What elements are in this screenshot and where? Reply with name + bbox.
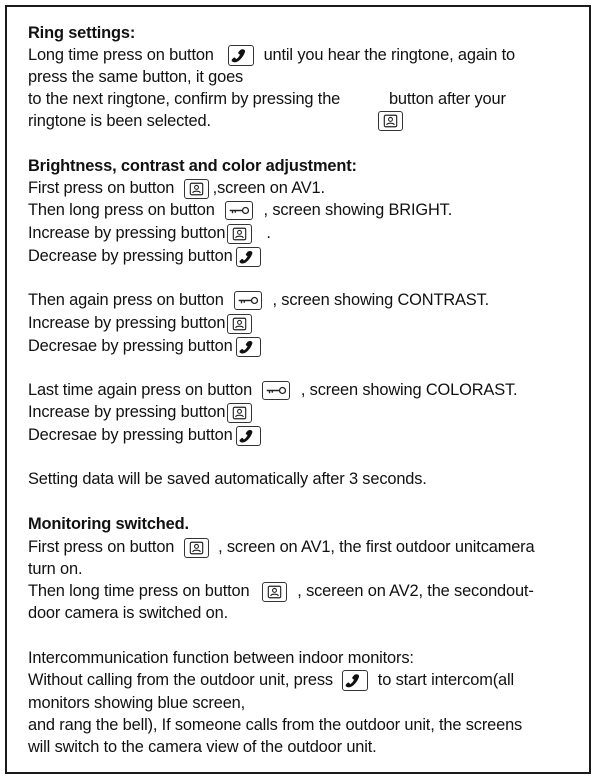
key-icon xyxy=(225,201,253,220)
contrast-text: Decresae by pressing button xyxy=(28,337,233,355)
monitor-icon xyxy=(262,582,287,602)
contrast-line-2 xyxy=(28,312,252,334)
color-text: Increase by pressing button xyxy=(28,403,226,421)
brightness-text: Then long press on button xyxy=(28,201,215,219)
monitoring-text: First press on button xyxy=(28,538,175,556)
contrast-line-1 xyxy=(28,289,489,311)
color-line-1 xyxy=(28,379,517,401)
monitoring-text: door camera is switched on. xyxy=(28,604,229,622)
ring-text: to the next ringtone, confirm by pressing the xyxy=(28,90,341,108)
ring-text: button after your xyxy=(388,90,506,108)
brightness-heading: Brightness, contrast and color adjustment: xyxy=(28,157,357,175)
monitoring-text: Then long time press on button xyxy=(28,582,250,600)
brightness-line-2 xyxy=(28,199,452,221)
phone-icon xyxy=(236,337,261,357)
monitor-icon xyxy=(378,111,403,131)
color-line-2 xyxy=(28,401,252,423)
brightness-line-1 xyxy=(28,177,325,199)
ring-text: until you hear the ringtone, again to xyxy=(263,46,516,64)
intercom-text: monitors showing blue screen, xyxy=(28,694,246,712)
intercom-text: and rang the bell), If someone calls from the outdoor unit, the screens xyxy=(28,716,523,734)
monitor-icon xyxy=(184,179,209,199)
contrast-text: , screen showing CONTRAST. xyxy=(272,291,490,309)
brightness-text: First press on button xyxy=(28,179,175,197)
ring-text: ringtone is been selected. xyxy=(28,112,211,130)
contrast-line-3 xyxy=(28,335,261,357)
intercom-text: Intercommunication function between indoor monitors: xyxy=(28,649,414,667)
monitoring-heading: Monitoring switched. xyxy=(28,515,189,533)
phone-icon xyxy=(342,670,368,691)
monitoring-text: , scereen on AV2, the secondout- xyxy=(297,582,534,600)
brightness-text: Decrease by pressing button xyxy=(28,247,233,265)
phone-icon xyxy=(236,426,261,446)
brightness-text: , screen showing BRIGHT. xyxy=(263,201,453,219)
ring-text: press the same button, it goes xyxy=(28,68,244,86)
intercom-text: to start intercom(all xyxy=(377,671,515,689)
ring-line-3 xyxy=(28,88,506,110)
brightness-line-4 xyxy=(28,245,261,267)
ring-text: Long time press on button xyxy=(28,46,214,64)
monitor-icon xyxy=(184,538,209,558)
intercom-text: will switch to the camera view of the outdoor unit. xyxy=(28,738,377,756)
brightness-text: Increase by pressing button xyxy=(28,224,226,242)
saved-note: Setting data will be saved automatically after 3 seconds. xyxy=(28,470,427,488)
monitor-icon xyxy=(227,314,252,334)
color-text: Last time again press on button xyxy=(28,381,253,399)
monitoring-text: turn on. xyxy=(28,560,83,578)
monitoring-text: , screen on AV1, the first outdoor unitcamera xyxy=(218,538,535,556)
key-icon xyxy=(234,291,262,310)
monitoring-line-3 xyxy=(28,580,534,602)
brightness-text: . xyxy=(266,224,271,242)
contrast-text: Then again press on button xyxy=(28,291,224,309)
ring-settings-heading: Ring settings: xyxy=(28,24,136,42)
brightness-line-3 xyxy=(28,222,271,244)
color-text: Decresae by pressing button xyxy=(28,426,233,444)
brightness-text: ,screen on AV1. xyxy=(212,179,325,197)
key-icon xyxy=(262,381,290,400)
monitor-icon xyxy=(227,403,252,423)
intercom-text: Without calling from the outdoor unit, press xyxy=(28,671,333,689)
phone-icon xyxy=(228,45,254,66)
monitoring-line-1 xyxy=(28,536,534,558)
contrast-text: Increase by pressing button xyxy=(28,314,226,332)
ring-line-1 xyxy=(28,44,515,66)
monitor-icon xyxy=(227,224,252,244)
color-line-3 xyxy=(28,424,261,446)
color-text: , screen showing COLORAST. xyxy=(300,381,518,399)
phone-icon xyxy=(236,247,261,267)
intercom-line-2 xyxy=(28,669,514,691)
